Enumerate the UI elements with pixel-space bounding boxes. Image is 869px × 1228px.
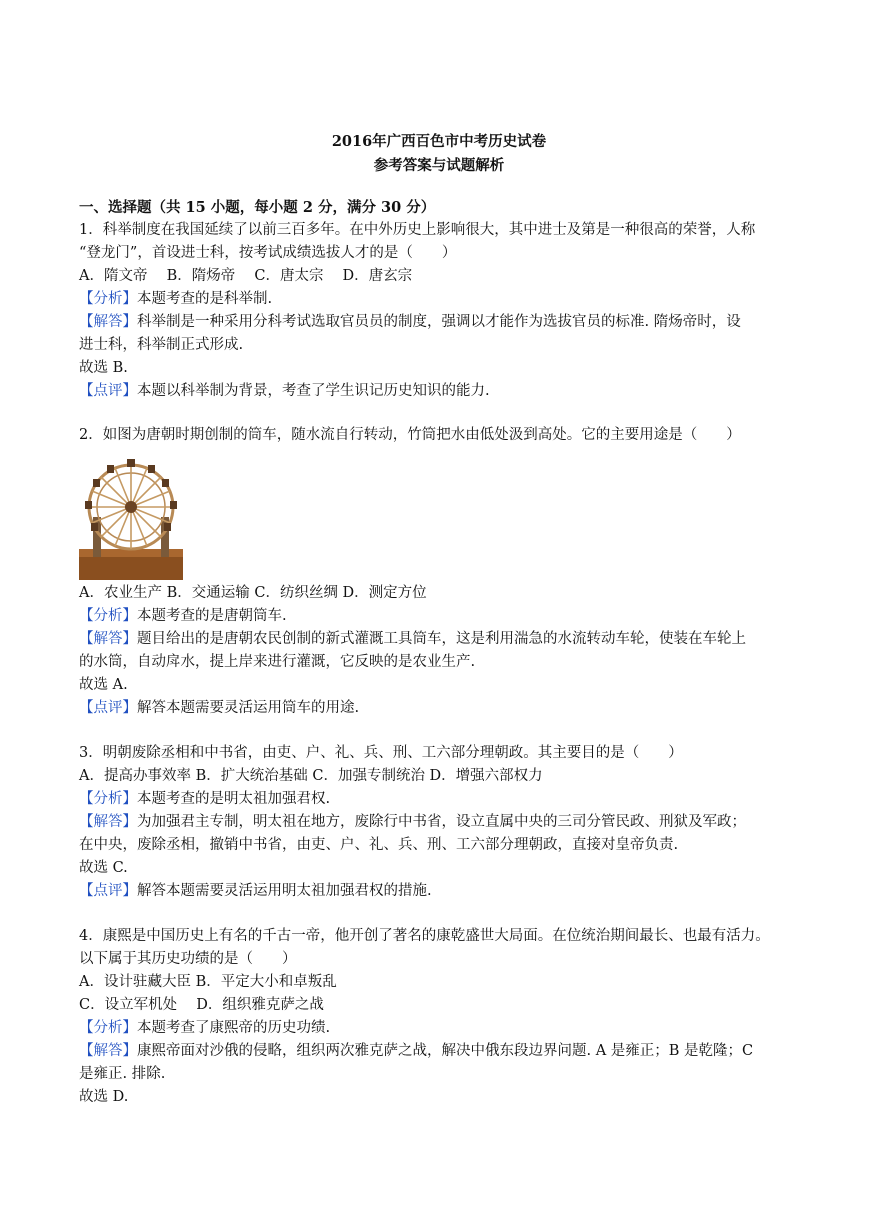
section-heading: 一、选择题（共 15 小题，每小题 2 分，满分 30 分） bbox=[79, 199, 436, 216]
q2-analysis-text: 本题考查的是唐朝筒车. bbox=[137, 608, 287, 624]
q1-stem-line1: 1．科举制度在我国延续了以前三百多年。在中外历史上影响很大，其中进士及第是一种很高的荣誉，人称 bbox=[79, 222, 756, 238]
q3-analysis-text: 本题考查的是明太祖加强君权. bbox=[137, 791, 331, 807]
q1-analysis-text: 本题考查的是科举制. bbox=[137, 291, 273, 307]
q4-options-line1: A．设计驻藏大臣 B．平定大小和卓叛乱 bbox=[79, 974, 337, 990]
answer-label: 【解答】 bbox=[79, 631, 137, 647]
page-title: 2016年广西百色市中考历史试卷 bbox=[331, 133, 547, 150]
answer-label: 【解答】 bbox=[79, 1043, 137, 1059]
comment-label: 【点评】 bbox=[79, 883, 137, 899]
q2-options: A．农业生产 B．交通运输 C．纺织丝绸 D．测定方位 bbox=[79, 585, 427, 601]
q2-answer-text: 题目给出的是唐朝农民创制的新式灌溉工具筒车，这是利用湍急的水流转动车轮，使装在车轮上 bbox=[137, 631, 746, 647]
analysis-label: 【分析】 bbox=[79, 791, 137, 807]
comment-label: 【点评】 bbox=[79, 383, 137, 399]
q4-analysis-text: 本题考查了康熙帝的历史功绩. bbox=[137, 1020, 331, 1036]
q4-stem-line2: 以下属于其历史功绩的是（ ） bbox=[79, 951, 297, 967]
answer-label: 【解答】 bbox=[79, 314, 137, 330]
q3-analysis bbox=[79, 789, 330, 809]
q1-answer-line1 bbox=[79, 312, 741, 332]
page-subtitle: 参考答案与试题解析 bbox=[373, 157, 505, 174]
q3-answer-line2: 在中央，废除丞相，撤销中书省，由吏、户、礼、兵、刑、工六部分理朝政，直接对皇帝负责. bbox=[79, 837, 679, 853]
q2-analysis bbox=[79, 606, 287, 626]
q3-comment-text: 解答本题需要灵活运用明太祖加强君权的措施. bbox=[137, 883, 432, 899]
q1-options: A．隋文帝 B．隋炀帝 C．唐太宗 D．唐玄宗 bbox=[79, 268, 413, 284]
q4-answer-line2: 是雍正. 排除. bbox=[79, 1066, 166, 1082]
analysis-label: 【分析】 bbox=[79, 608, 137, 624]
analysis-label: 【分析】 bbox=[79, 291, 137, 307]
q4-options-line2: C．设立军机处 D．组织雅克萨之战 bbox=[79, 997, 324, 1013]
q2-comment-text: 解答本题需要灵活运用筒车的用途. bbox=[137, 700, 360, 716]
q4-stem-line1: 4．康熙是中国历史上有名的千古一帝，他开创了著名的康乾盛世大局面。在位统治期间最长、也最有活力。 bbox=[79, 928, 770, 944]
q1-answer-text: 科举制是一种采用分科考试选取官员员的制度，强调以才能作为选拔官员的标准. 隋炀帝时，设 bbox=[137, 314, 741, 330]
q3-stem: 3．明朝废除丞相和中书省，由吏、户、礼、兵、刑、工六部分理朝政。其主要目的是（ ） bbox=[79, 745, 683, 761]
q2-answer-line2: 的水筒，自动戽水，提上岸来进行灌溉，它反映的是农业生产. bbox=[79, 654, 476, 670]
analysis-label: 【分析】 bbox=[79, 1020, 137, 1036]
q3-options: A．提高办事效率 B．扩大统治基础 C．加强专制统治 D．增强六部权力 bbox=[79, 768, 543, 784]
q1-comment-text: 本题以科举制为背景，考查了学生识记历史知识的能力. bbox=[137, 383, 490, 399]
q3-choice: 故选 C. bbox=[79, 860, 128, 876]
q2-comment bbox=[79, 698, 359, 718]
q4-answer-line1 bbox=[79, 1041, 753, 1061]
q2-stem: 2．如图为唐朝时期创制的筒车，随水流自行转动，竹筒把水由低处汲到高处。它的主要用途是（ ） bbox=[79, 427, 741, 443]
q4-choice: 故选 D. bbox=[79, 1089, 129, 1105]
q4-analysis bbox=[79, 1018, 330, 1038]
q3-answer-line1 bbox=[79, 812, 746, 832]
q1-analysis bbox=[79, 289, 272, 309]
comment-label: 【点评】 bbox=[79, 700, 137, 716]
q4-answer-text: 康熙帝面对沙俄的侵略，组织两次雅克萨之战，解决中俄东段边界问题. A 是雍正；B 是乾隆；C bbox=[137, 1043, 754, 1059]
q1-comment bbox=[79, 381, 490, 401]
answer-label: 【解答】 bbox=[79, 814, 137, 830]
q2-answer-line1 bbox=[79, 629, 746, 649]
q3-comment bbox=[79, 881, 432, 901]
q1-stem-line2: “登龙门”，首设进士科，按考试成绩选拔人才的是（ ） bbox=[79, 245, 457, 261]
q1-answer-line2: 进士科，科举制正式形成. bbox=[79, 337, 244, 353]
q2-choice: 故选 A. bbox=[79, 677, 128, 693]
q1-choice: 故选 B. bbox=[79, 360, 128, 376]
q3-answer-text: 为加强君主专制，明太祖在地方，废除行中书省，设立直属中央的三司分管民政、刑狱及军政； bbox=[137, 814, 746, 830]
water-wheel-image bbox=[79, 449, 183, 580]
